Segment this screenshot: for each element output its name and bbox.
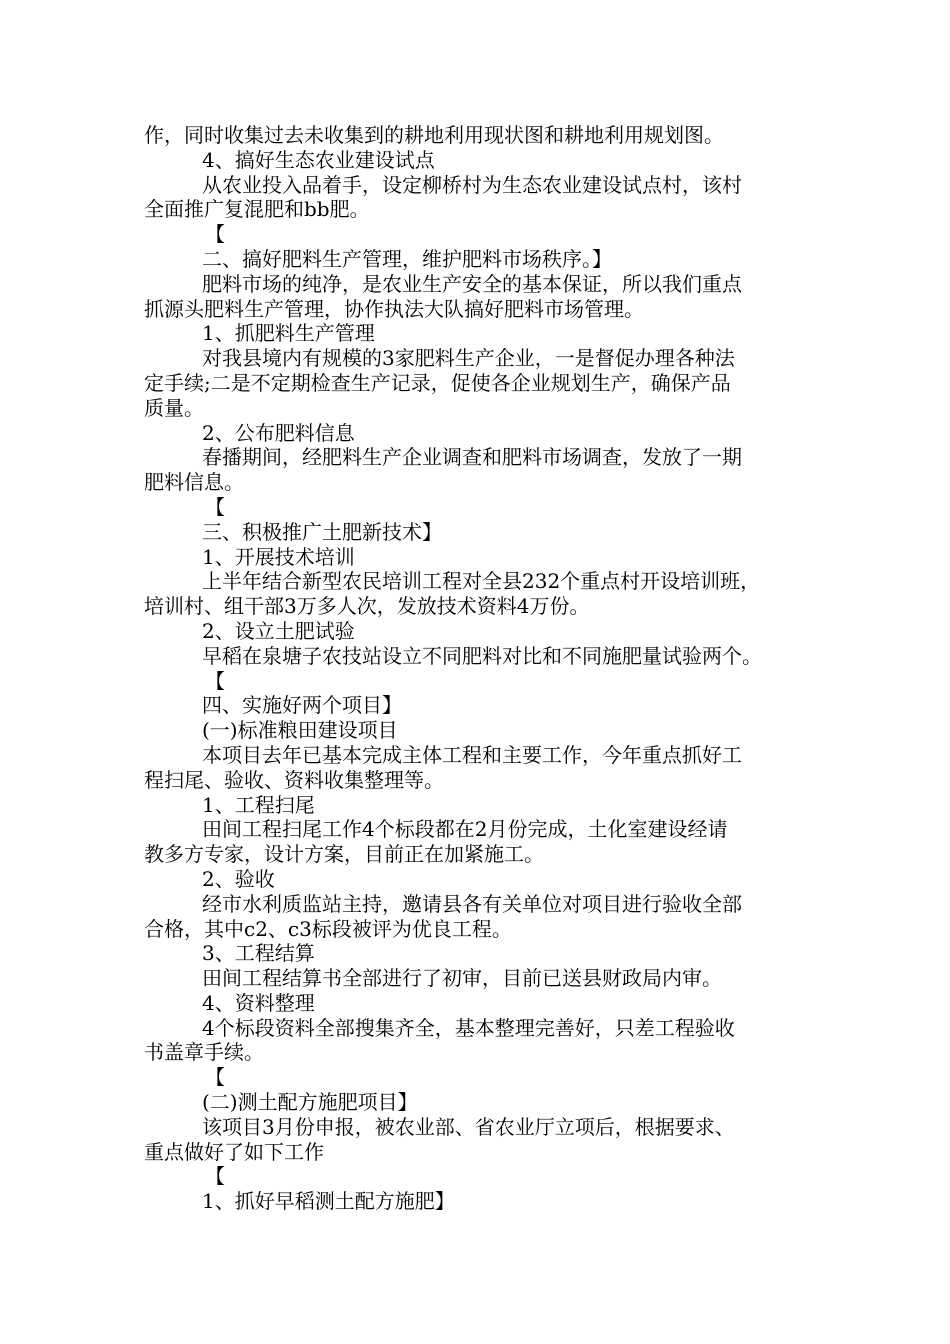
text-line: 4个标段资料全部搜集齐全，基本整理完善好，只差工程验收 xyxy=(202,1015,735,1040)
text-line: 抓源头肥料生产管理，协作执法大队搞好肥料市场管理。 xyxy=(144,296,644,321)
text-line: 3、工程结算 xyxy=(202,941,315,966)
text-line: 田间工程结算书全部进行了初审，目前已送县财政局内审。 xyxy=(202,966,722,991)
text-line: 经市水利质监站主持，邀请县各有关单位对项目进行验收全部 xyxy=(202,891,742,916)
text-line: 教多方专家，设计方案，目前正在加紧施工。 xyxy=(144,842,544,867)
text-line: 合格，其中c2、c3标段被评为优良工程。 xyxy=(144,916,512,941)
text-line: 肥料市场的纯净，是农业生产安全的基本保证，所以我们重点 xyxy=(202,271,742,296)
text-line: 本项目去年已基本完成主体工程和主要工作，今年重点抓好工 xyxy=(202,742,742,767)
text-line: 2、设立土肥试验 xyxy=(202,618,355,643)
text-line: 全面推广复混肥和bb肥。 xyxy=(144,197,370,222)
document-body xyxy=(144,123,824,1214)
text-line: 作，同时收集过去未收集到的耕地利用现状图和耕地利用规划图。 xyxy=(144,123,724,147)
text-line: 2、验收 xyxy=(202,866,275,891)
text-line: 程扫尾、验收、资料收集整理等。 xyxy=(144,767,444,792)
text-line: 四、实施好两个项目】 xyxy=(202,693,402,718)
text-line: (二)测土配方施肥项目】 xyxy=(202,1090,418,1115)
text-line: 4、资料整理 xyxy=(202,990,315,1015)
text-line: 1、工程扫尾 xyxy=(202,792,315,817)
text-line: 1、抓肥料生产管理 xyxy=(202,321,375,346)
text-line: 春播期间，经肥料生产企业调查和肥料市场调查，发放了一期 xyxy=(202,445,742,470)
text-line: 田间工程扫尾工作4个标段都在2月份完成，土化室建设经请 xyxy=(202,817,728,842)
text-line: 1、抓好早稻测土配方施肥】 xyxy=(202,1189,455,1214)
text-line: 重点做好了如下工作 xyxy=(144,1139,324,1164)
text-line: 1、开展技术培训 xyxy=(202,544,355,569)
text-line: 早稻在泉塘子农技站设立不同肥料对比和不同施肥量试验两个。 xyxy=(202,643,762,668)
text-line: 质量。 xyxy=(144,395,204,420)
text-line: (一)标准粮田建设项目 xyxy=(202,718,398,743)
bracket-marker: 【 xyxy=(205,494,225,519)
bracket-marker: 【 xyxy=(205,1164,225,1189)
bracket-marker: 【 xyxy=(205,668,225,693)
text-line: 培训村、组干部3万多人次，发放技术资料4万份。 xyxy=(144,594,590,619)
text-line: 书盖章手续。 xyxy=(144,1040,264,1065)
text-line: 肥料信息。 xyxy=(144,470,244,495)
bracket-marker: 【 xyxy=(205,222,225,247)
text-line: 二、搞好肥料生产管理，维护肥料市场秩序。】 xyxy=(202,246,612,271)
text-line: 2、公布肥料信息 xyxy=(202,420,355,445)
text-line: 对我县境内有规模的3家肥料生产企业，一是督促办理各种法 xyxy=(202,346,735,371)
text-line: 定手续;二是不定期检查生产记录，促使各企业规划生产，确保产品 xyxy=(144,370,731,395)
text-line: 4、搞好生态农业建设试点 xyxy=(202,147,435,172)
text-line: 该项目3月份申报，被农业部、省农业厅立项后，根据要求、 xyxy=(202,1114,735,1139)
text-line: 三、积极推广土肥新技术】 xyxy=(202,519,442,544)
text-line: 上半年结合新型农民培训工程对全县232个重点村开设培训班， xyxy=(202,569,761,594)
bracket-marker: 【 xyxy=(205,1065,225,1090)
text-line: 从农业投入品着手，设定柳桥村为生态农业建设试点村，该村 xyxy=(202,172,742,197)
